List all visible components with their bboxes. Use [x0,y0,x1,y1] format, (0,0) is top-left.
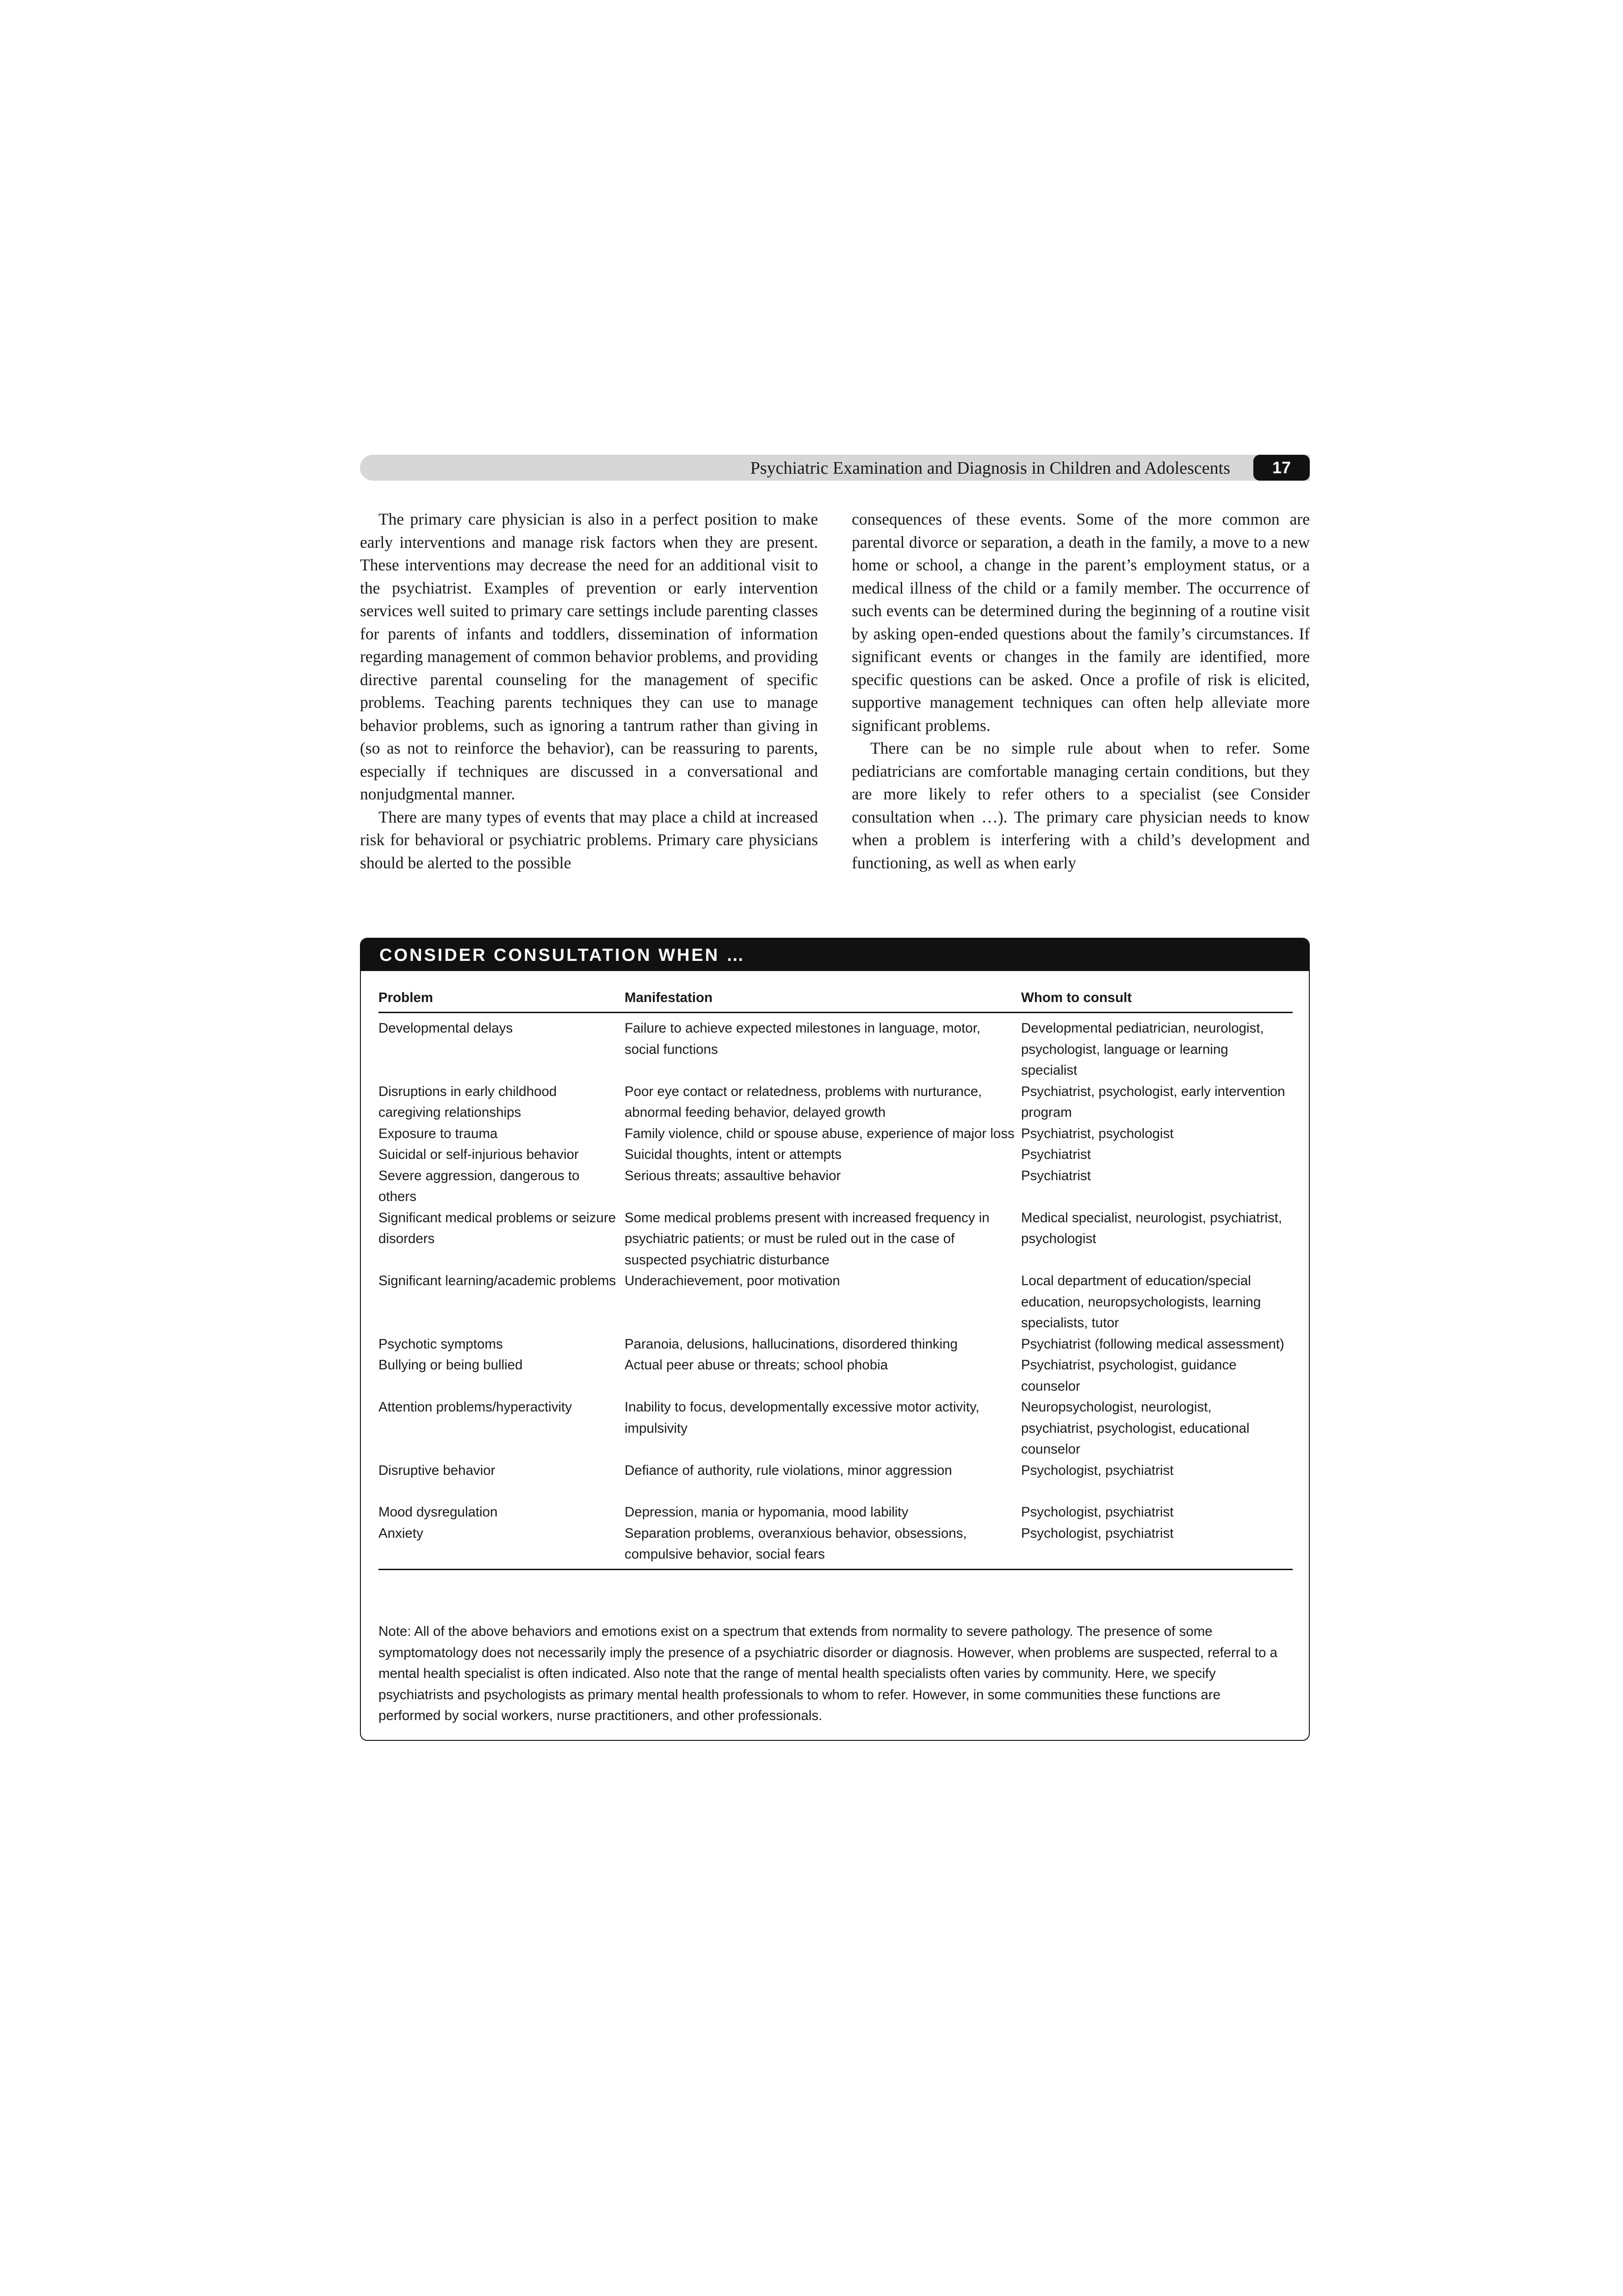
table-row [378,1460,1293,1481]
manifestation-cell: Depression, mania or hypomania, mood lability [625,1504,909,1520]
consultation-table [378,987,1293,1570]
column-header-whom-to-consult: Whom to consult [1021,987,1293,1013]
column-header-manifestation: Manifestation [625,987,1021,1013]
problem-cell: Suicidal or self-injurious behavior [378,1147,579,1162]
paragraph: There are many types of events that may place a child at increased risk for behavioral or psychiatric problems. Primary care physicians should be alerted to the possible [360,807,818,872]
consult-cell: Psychiatrist, psychologist [1021,1126,1174,1141]
problem-cell: Anxiety [378,1523,625,1570]
problem-cell: Exposure to trauma [378,1126,498,1141]
manifestation-cell: Some medical problems present with increased frequency in psychiatric patients; or must be ruled out in the case of suspected psychiatric disturbance [625,1210,990,1268]
running-header [360,455,1310,481]
paragraph: consequences of these events. Some of the more common are parental divorce or separation, a death in the family, a move to a new home or school, a change in the parent’s employment status, or a medical illness of the child or a family member. The occurrence of such events can be determined during the beginning of a routine visit by asking open-ended questions about the family’s circumstances. If significant events or changes in the family are identified, more specific questions can be asked. Once a profile of risk is elicited, supportive management techniques can often help alleviate more significant problems. [852,510,1310,735]
body-text [360,508,1310,906]
table-row [378,1081,1293,1123]
manifestation-cell: Inability to focus, developmentally excessive motor activity, impulsivity [625,1399,979,1436]
manifestation-cell: Poor eye contact or relatedness, problems with nurturance, abnormal feeding behavior, delayed growth [625,1083,982,1120]
problem-cell: Significant medical problems or seizure disorders [378,1210,616,1246]
table-row [378,1123,1293,1145]
consult-cell: Neuropsychologist, neurologist, psychiatrist, psychologist, educational counselor [1021,1399,1250,1457]
table-row [378,1013,1293,1081]
table-header-row [378,987,1293,1013]
manifestation-cell: Paranoia, delusions, hallucinations, disordered thinking [625,1336,958,1352]
consult-cell: Psychologist, psychiatrist [1021,1523,1293,1570]
right-column [852,508,1310,906]
problem-cell: Bullying or being bullied [378,1357,523,1373]
table-row [378,1165,1293,1207]
problem-cell: Attention problems/hyperactivity [378,1399,572,1415]
problem-cell: Disruptive behavior [378,1462,496,1478]
consult-cell: Developmental pediatrician, neurologist, psychologist, language or learning specialist [1021,1021,1264,1078]
problem-cell: Disruptions in early childhood caregiving relationships [378,1083,557,1120]
manifestation-cell: Serious threats; assaultive behavior [625,1168,841,1183]
table-note: Note: All of the above behaviors and emotions exist on a spectrum that extends from normality to severe pathology. The presence of some symptomatology does not necessarily imply the presence of a psychiatric disorder or diagnosis. However, when problems are suspected, referral to a mental health specialist is often indicated. Also note that the range of mental health specialists often varies by community. Here, we specify psychiatrists and psychologists as primary mental health professionals to whom to refer. However, in some communities these functions are performed by social workers, nurse practitioners, and other professionals. [378,1624,1278,1723]
consult-cell: Psychologist, psychiatrist [1021,1462,1174,1478]
table-row [378,1523,1293,1570]
table-row [378,1481,1293,1523]
manifestation-cell: Underachievement, poor motivation [625,1273,840,1288]
problem-cell: Significant learning/academic problems [378,1273,616,1288]
consult-cell: Psychiatrist, psychologist, early intervention program [1021,1083,1285,1120]
manifestation-cell: Separation problems, overanxious behavior, obsessions, compulsive behavior, social fears [625,1523,1021,1570]
page-number: 17 [1253,455,1310,481]
table-row [378,1144,1293,1165]
manifestation-cell: Defiance of authority, rule violations, minor aggression [625,1462,952,1478]
manifestation-cell: Actual peer abuse or threats; school phobia [625,1357,888,1373]
column-header-problem: Problem [378,987,625,1013]
problem-cell: Severe aggression, dangerous to others [378,1168,580,1204]
consult-cell: Psychiatrist, psychologist, guidance counselor [1021,1357,1237,1394]
consult-cell: Psychiatrist [1021,1168,1091,1183]
table-row [378,1270,1293,1334]
running-header-title: Psychiatric Examination and Diagnosis in Children and Adolescents [750,458,1230,478]
table-row [378,1207,1293,1271]
consult-cell: Psychiatrist [1021,1147,1091,1162]
manifestation-cell: Suicidal thoughts, intent or attempts [625,1147,842,1162]
paragraph: There can be no simple rule about when to refer. Some pediatricians are comfortable managing certain conditions, but they are more likely to refer others to a specialist (see Consider consultation when …). The primary care physician needs to know when a problem is interfering with a child’s development and functioning, as well as when early [852,739,1310,872]
table-row [378,1397,1293,1460]
consult-cell: Local department of education/special education, neuropsychologists, learning specialists, tutor [1021,1273,1261,1331]
left-column [360,508,818,906]
paragraph: The primary care physician is also in a perfect position to make early interventions and manage risk factors when they are present. These interventions may decrease the need for an additional visit to the psychiatrist. Examples of prevention or early intervention services well suited to primary care settings include parenting classes for parents of infants and toddlers, dissemination of information regarding management of common behavior problems, and providing directive parental counseling for the management of specific problems. Teaching parents techniques they can use to manage behavior problems, such as ignoring a tantrum rather than giving in (so as not to reinforce the behavior), can be reassuring to parents, especially if techniques are discussed in a conversational and nonjudgmental manner. [360,510,818,803]
problem-cell: Mood dysregulation [378,1504,498,1520]
consult-cell: Medical specialist, neurologist, psychiatrist, psychologist [1021,1210,1282,1246]
table-row [378,1355,1293,1397]
problem-cell: Developmental delays [378,1021,513,1036]
consultation-box-title: CONSIDER CONSULTATION WHEN … [361,939,1309,971]
consult-cell: Psychologist, psychiatrist [1021,1504,1174,1520]
manifestation-cell: Failure to achieve expected milestones in language, motor, social functions [625,1021,981,1057]
consult-cell: Psychiatrist (following medical assessment) [1021,1336,1284,1352]
problem-cell: Psychotic symptoms [378,1336,503,1352]
consultation-box [360,938,1310,1741]
table-row [378,1334,1293,1355]
manifestation-cell: Family violence, child or spouse abuse, experience of major loss [625,1126,1015,1141]
